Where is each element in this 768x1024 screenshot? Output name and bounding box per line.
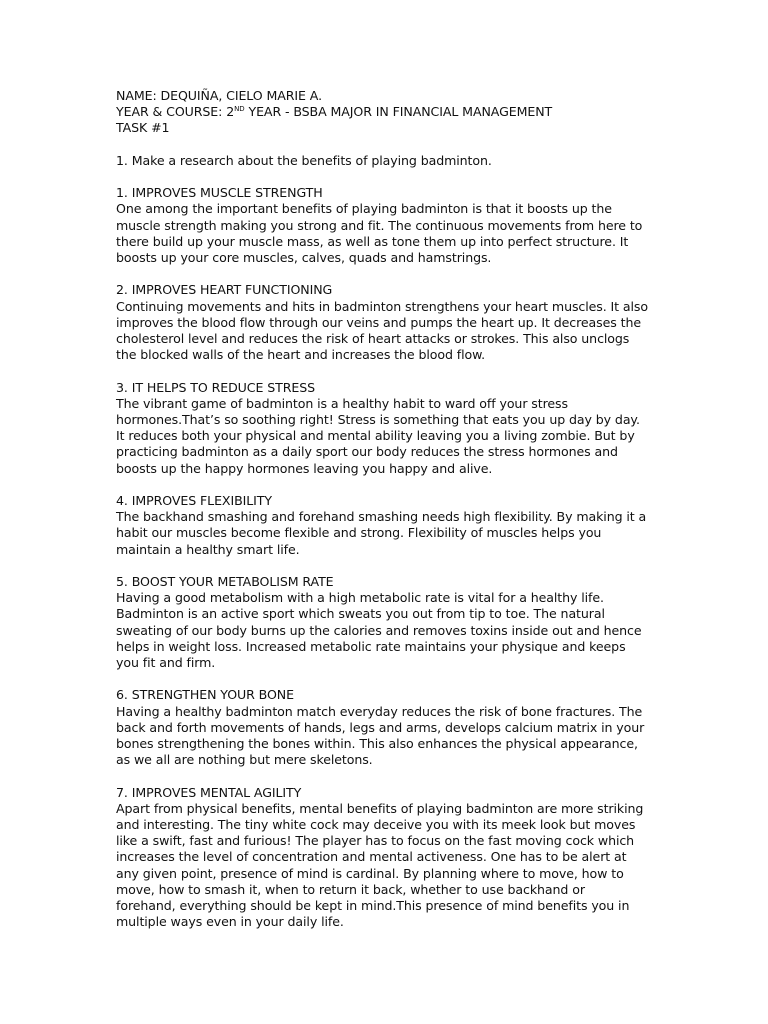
paragraph-line: Badminton is an active sport which sweats you out from tip to toe. The natural [116, 606, 605, 622]
spacer [116, 137, 656, 153]
paragraph-line: any given point, presence of mind is cardinal. By planning where to move, how to [116, 865, 624, 881]
section-paragraph [116, 704, 656, 769]
year-superscript: ND [234, 105, 245, 114]
paragraph-line: multiple ways even in your daily life. [116, 914, 344, 930]
paragraph-line: as we all are nothing but mere skeletons. [116, 752, 373, 768]
spacer [116, 671, 656, 687]
benefit-section [116, 380, 656, 493]
year-course-line [116, 104, 656, 120]
paragraph-line: maintain a healthy smart life. [116, 541, 300, 557]
paragraph-line: Having a good metabolism with a high metabolic rate is vital for a healthy life. [116, 590, 604, 606]
paragraph-line: boosts up your core muscles, calves, quads and hamstrings. [116, 250, 492, 265]
paragraph-line: helps in weight loss. Increased metabolic rate maintains your physique and keeps [116, 638, 626, 654]
section-paragraph [116, 590, 656, 671]
paragraph-line: sweating of our body burns up the calories and removes toxins inside out and hence [116, 622, 642, 638]
name-line: NAME: DEQUIÑA, CIELO MARIE A. [116, 88, 322, 103]
section-paragraph [116, 201, 656, 266]
benefit-section [116, 493, 656, 574]
paragraph-line: One among the important benefits of playing badminton is that it boosts up the [116, 201, 612, 217]
spacer [116, 768, 656, 784]
section-title: 4. IMPROVES FLEXIBILITY [116, 493, 272, 508]
paragraph-line: increases the level of concentration and mental activeness. One has to be alert at [116, 849, 627, 865]
spacer [116, 477, 656, 493]
spacer [116, 266, 656, 282]
paragraph-line: like a swift, fast and furious! The player has to focus on the fast moving cock which [116, 833, 635, 849]
year-suffix: YEAR - BSBA MAJOR IN FINANCIAL MANAGEMENT [244, 104, 553, 120]
paragraph-line: forehand, everything should be kept in mind.This presence of mind benefits you in [116, 898, 630, 914]
benefit-section [116, 574, 656, 687]
section-paragraph [116, 396, 656, 477]
section-title: 7. IMPROVES MENTAL AGILITY [116, 784, 302, 800]
paragraph-line: there build up your muscle mass, as well as tone them up into perfect structure. It [116, 233, 629, 249]
section-title: 2. IMPROVES HEART FUNCTIONING [116, 282, 333, 298]
paragraph-line: improves the blood flow through our veins and pumps the heart up. It decreases the [116, 314, 641, 330]
question-line: 1. Make a research about the benefits of playing badminton. [116, 152, 492, 168]
paragraph-line: you fit and firm. [116, 655, 216, 671]
paragraph-line: bones strengthening the bones within. This also enhances the physical appearance, [116, 736, 638, 752]
section-paragraph [116, 509, 656, 558]
section-title: 6. STRENGTHEN YOUR BONE [116, 687, 294, 703]
section-paragraph [116, 801, 656, 931]
paragraph-line: habit our muscles become flexible and strong. Flexibility of muscles helps you [116, 525, 602, 541]
paragraph-line: Continuing movements and hits in badminton strengthens your heart muscles. It also [116, 298, 648, 314]
section-title: 5. BOOST YOUR METABOLISM RATE [116, 574, 334, 589]
year-prefix: YEAR & COURSE: 2 [116, 104, 235, 120]
task-line: TASK #1 [116, 120, 170, 136]
paragraph-line: the blocked walls of the heart and increases the blood flow. [116, 347, 486, 363]
paragraph-line: The backhand smashing and forehand smashing needs high flexibility. By making it a [116, 509, 647, 525]
spacer [116, 558, 656, 574]
paragraph-line: Apart from physical benefits, mental benefits of playing badminton are more striking [116, 800, 644, 816]
paragraph-line: practicing badminton as a daily sport our body reduces the stress hormones and [116, 444, 618, 460]
paragraph-line: The vibrant game of badminton is a healthy habit to ward off your stress [116, 395, 568, 411]
benefit-section [116, 785, 656, 931]
benefit-section [116, 282, 656, 379]
section-title: 1. IMPROVES MUSCLE STRENGTH [116, 185, 323, 201]
paragraph-line: Having a healthy badminton match everyday reduces the risk of bone fractures. The [116, 703, 643, 719]
paragraph-line: boosts up the happy hormones leaving you happy and alive. [116, 460, 493, 476]
paragraph-line: hormones.That’s so soothing right! Stress is something that eats you up day by day. [116, 412, 640, 427]
spacer [116, 363, 656, 379]
section-title: 3. IT HELPS TO REDUCE STRESS [116, 379, 316, 395]
spacer [116, 169, 656, 185]
paragraph-line: muscle strength making you strong and fit. The continuous movements from here to [116, 217, 643, 233]
benefit-section [116, 687, 656, 784]
paragraph-line: move, how to smash it, when to return it back, whether to use backhand or [116, 881, 585, 897]
benefits-list [116, 185, 656, 930]
paragraph-line: and interesting. The tiny white cock may deceive you with its meek look but moves [116, 817, 636, 833]
paragraph-line: It reduces both your physical and mental ability leaving you a living zombie. But by [116, 428, 635, 444]
paragraph-line: cholesterol level and reduces the risk of heart attacks or strokes. This also unclogs [116, 331, 630, 346]
paragraph-line: back and forth movements of hands, legs and arms, develops calcium matrix in your [116, 719, 645, 735]
document-body [116, 88, 656, 930]
section-paragraph [116, 299, 656, 364]
benefit-section [116, 185, 656, 282]
